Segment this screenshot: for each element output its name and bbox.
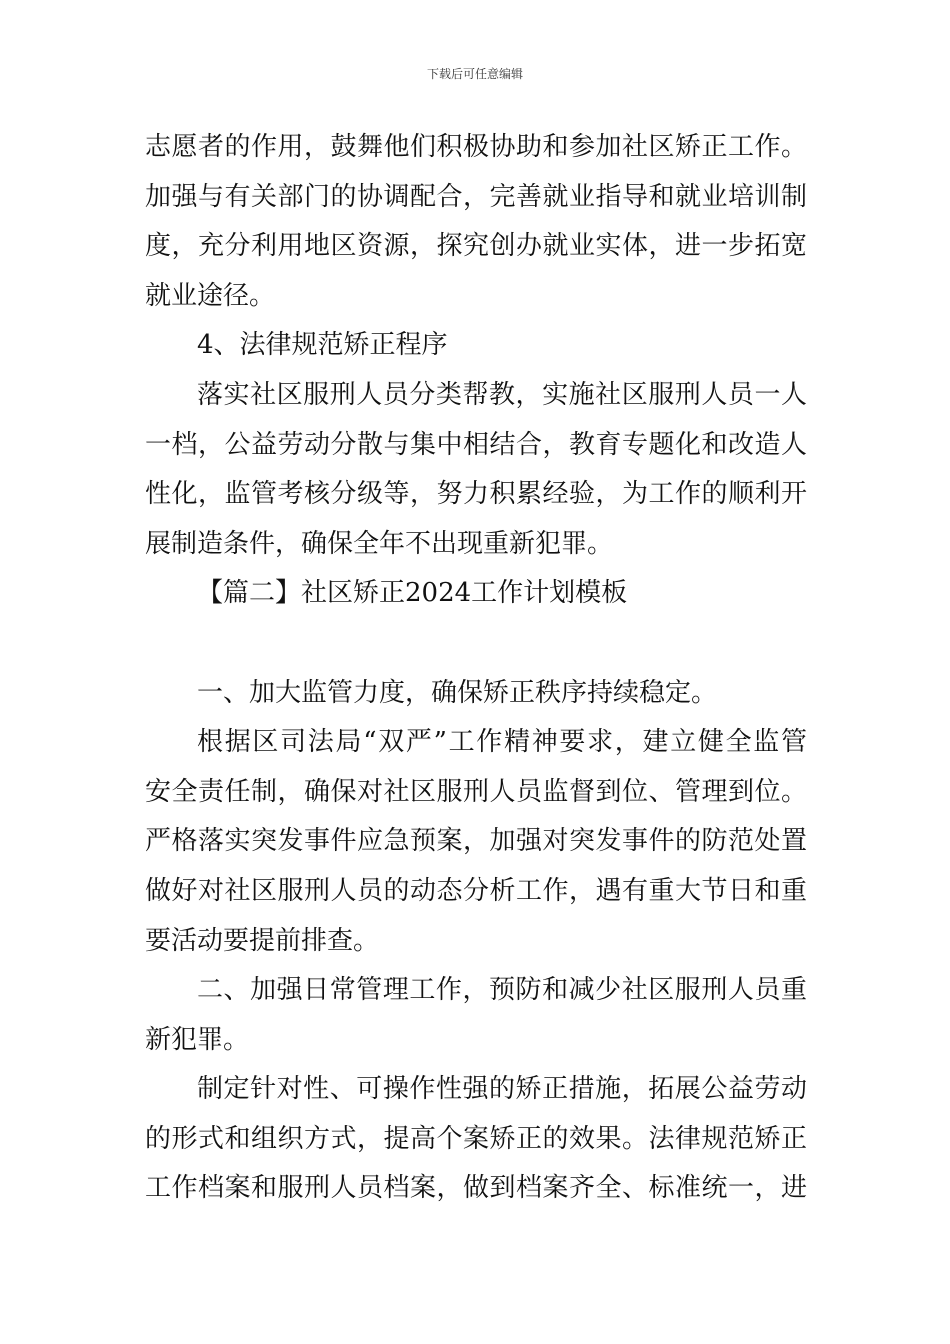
blank-line [145,619,807,669]
text-line: 制定针对性、可操作性强的矫正措施，拓展公益劳动 [197,1074,807,1105]
text-line: 就业途径。 [145,280,276,311]
section-heading: 二、加强日常管理工作，预防和减少社区服刑人员重 [197,975,807,1006]
section-heading: 一、加大监管力度，确保矫正秩序持续稳定。 [197,677,718,708]
text-line: 新犯罪。 [145,1024,250,1055]
text-line: 工作档案和服刑人员档案，做到档案齐全、标准统一，进 [145,1173,807,1204]
text-line: 严格落实突发事件应急预案，加强对突发事件的防范处置 [145,826,807,857]
text-line: 的形式和组织方式，提高个案矫正的效果。法律规范矫正 [145,1123,807,1154]
text-line: 安全责任制，确保对社区服刑人员监督到位、管理到位。 [145,776,807,807]
text-line: 性化，监管考核分级等，努力积累经验，为工作的顺利开 [145,479,807,510]
text-line: 要活动要提前排查。 [145,925,380,956]
text-line: 展制造条件，确保全年不出现重新犯罪。 [145,528,614,559]
text-line: 做好对社区服刑人员的动态分析工作，遇有重大节日和重 [145,875,807,906]
text-line: 一档，公益劳动分散与集中相结合，教育专题化和改造人 [145,429,807,460]
page-header-note: 下载后可任意编辑 [426,67,523,81]
text-line: 加强与有关部门的协调配合，完善就业指导和就业培训制 [145,181,807,212]
text-line: 志愿者的作用，鼓舞他们积极协助和参加社区矫正工作。 [145,132,807,162]
section-heading: 4、法律规范矫正程序 [197,330,448,361]
document-body [145,123,807,1214]
text-line: 度，充分利用地区资源，探究创办就业实体，进一步拓宽 [145,231,807,262]
chapter-title: 【篇二】社区矫正2024工作计划模板 [197,578,628,609]
text-line: 落实社区服刑人员分类帮教，实施社区服刑人员一人 [197,379,807,410]
text-line: 根据区司法局“双严”工作精神要求，建立健全监管 [197,727,807,758]
